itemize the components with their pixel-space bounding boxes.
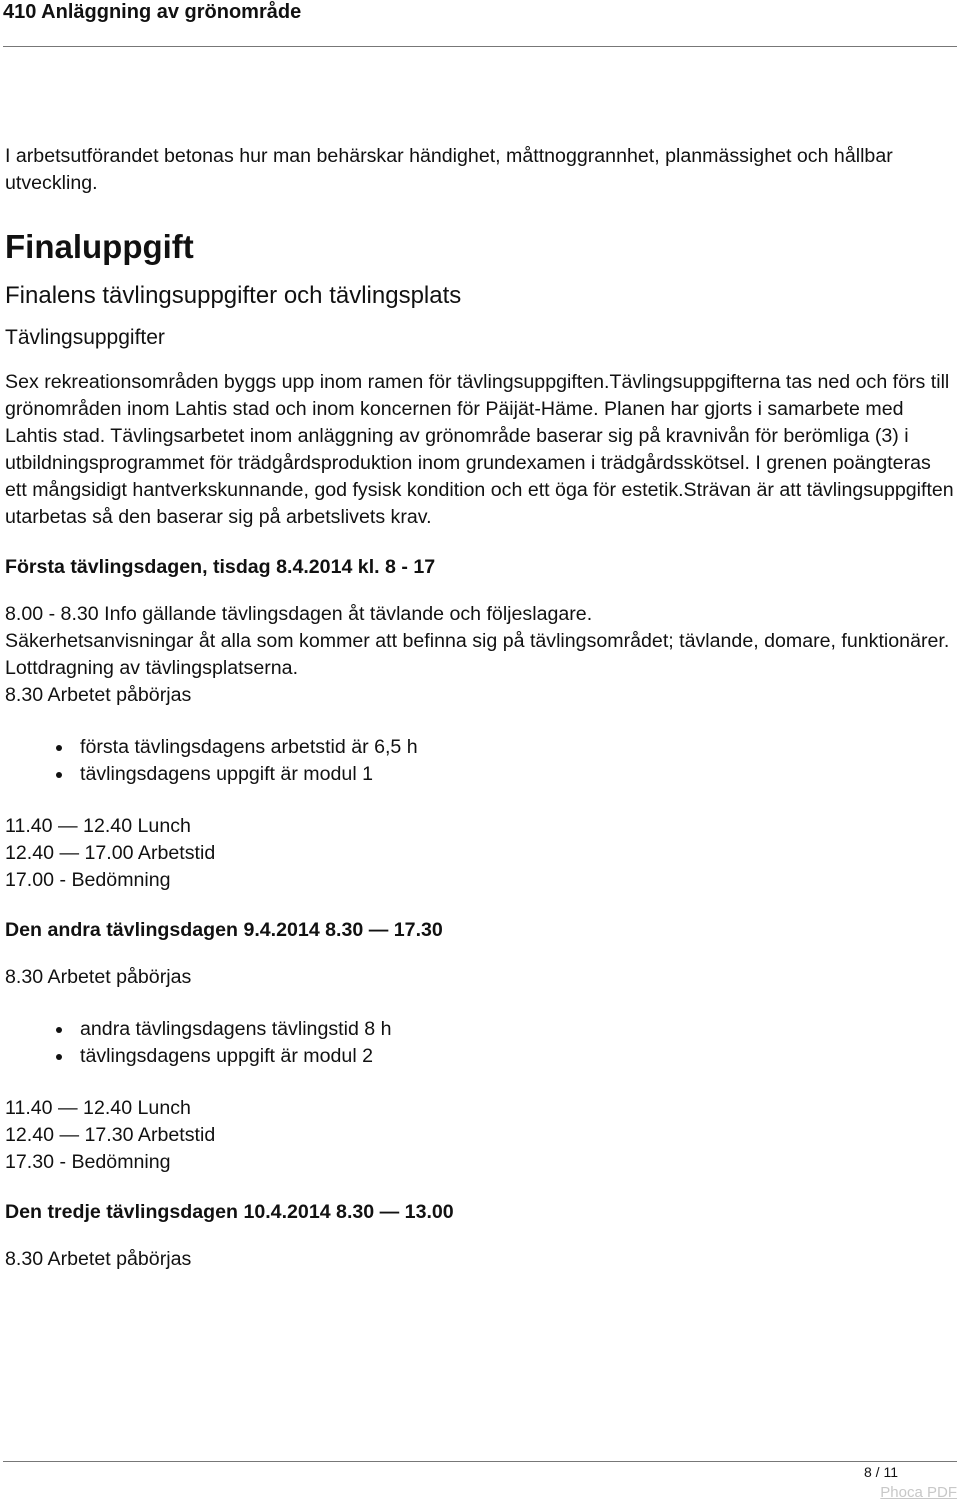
footer-divider bbox=[3, 1461, 957, 1462]
day-2-section bbox=[5, 917, 955, 1176]
task-list bbox=[5, 734, 955, 788]
schedule-line: 17.30 - Bedömning bbox=[5, 1151, 171, 1173]
footer-brand-link[interactable]: Phoca PDF bbox=[880, 1484, 957, 1501]
schedule-line: 8.30 Arbetet påbörjas bbox=[5, 966, 192, 988]
final-subtitle: Finalens tävlingsuppgifter och tävlingsplats bbox=[5, 282, 462, 309]
schedule-line: 11.40 — 12.40 Lunch bbox=[5, 815, 191, 837]
document-body bbox=[5, 143, 955, 1273]
document-header-title: 410 Anläggning av grönområde bbox=[3, 1, 302, 23]
list-item: tävlingsdagens uppgift är modul 1 bbox=[80, 761, 955, 788]
task-list bbox=[5, 1016, 955, 1070]
schedule-line: 17.00 - Bedömning bbox=[5, 869, 171, 891]
list-item: första tävlingsdagens arbetstid är 6,5 h bbox=[80, 734, 955, 761]
list-item: andra tävlingsdagens tävlingstid 8 h bbox=[80, 1016, 955, 1043]
day-1-section bbox=[5, 554, 955, 894]
schedule-line: 8.30 Arbetet påbörjas bbox=[5, 1248, 192, 1270]
header-divider bbox=[3, 46, 957, 47]
tasks-description: Sex rekreationsområden byggs upp inom ramen för tävlingsuppgiften.Tävlingsuppgifterna tas ned och förs till grönområden inom Lahtis stad och inom koncernen för Päijät-Häme. Planen har gjorts i samarbete med Lahtis stad. Tävlingsarbetet inom anläggning av grönområde baserar sig på kravnivån för berömliga (3) i utbildningsprogrammet för trädgårdsproduktion inom grundexamen i trädgårdsskötsel. I grenen poängteras ett mångsidigt hantverkskunnande, god fysisk kondition och ett öga för estetik.Strävan är att tävlingsuppgiften utarbetas så den baserar sig på arbetslivets krav. bbox=[5, 371, 954, 528]
tasks-heading: Tävlingsuppgifter bbox=[5, 326, 165, 349]
schedule-line: 11.40 — 12.40 Lunch bbox=[5, 1097, 191, 1119]
final-title: Finaluppgift bbox=[5, 228, 194, 265]
day-heading: Första tävlingsdagen, tisdag 8.4.2014 kl. 8 - 17 bbox=[5, 556, 436, 578]
intro-paragraph: I arbetsutförandet betonas hur man behärskar händighet, måttnoggrannhet, planmässighet och hållbar utveckling. bbox=[5, 145, 893, 194]
day-heading: Den andra tävlingsdagen 9.4.2014 8.30 — 17.30 bbox=[5, 919, 443, 941]
list-item: tävlingsdagens uppgift är modul 2 bbox=[80, 1043, 955, 1070]
day-heading: Den tredje tävlingsdagen 10.4.2014 8.30 — 13.00 bbox=[5, 1201, 454, 1223]
schedule-line: 12.40 — 17.30 Arbetstid bbox=[5, 1124, 216, 1146]
schedule-line: Säkerhetsanvisningar åt alla som kommer att befinna sig på tävlingsområdet; tävlande, domare, funktionärer. bbox=[5, 630, 950, 652]
day-3-section bbox=[5, 1199, 955, 1273]
schedule-line: 8.00 - 8.30 Info gällande tävlingsdagen åt tävlande och följeslagare. bbox=[5, 603, 593, 625]
page-number: 8 / 11 bbox=[864, 1464, 898, 1480]
schedule-line: 12.40 — 17.00 Arbetstid bbox=[5, 842, 216, 864]
schedule-line: Lottdragning av tävlingsplatserna. bbox=[5, 657, 299, 679]
schedule-line: 8.30 Arbetet påbörjas bbox=[5, 684, 192, 706]
